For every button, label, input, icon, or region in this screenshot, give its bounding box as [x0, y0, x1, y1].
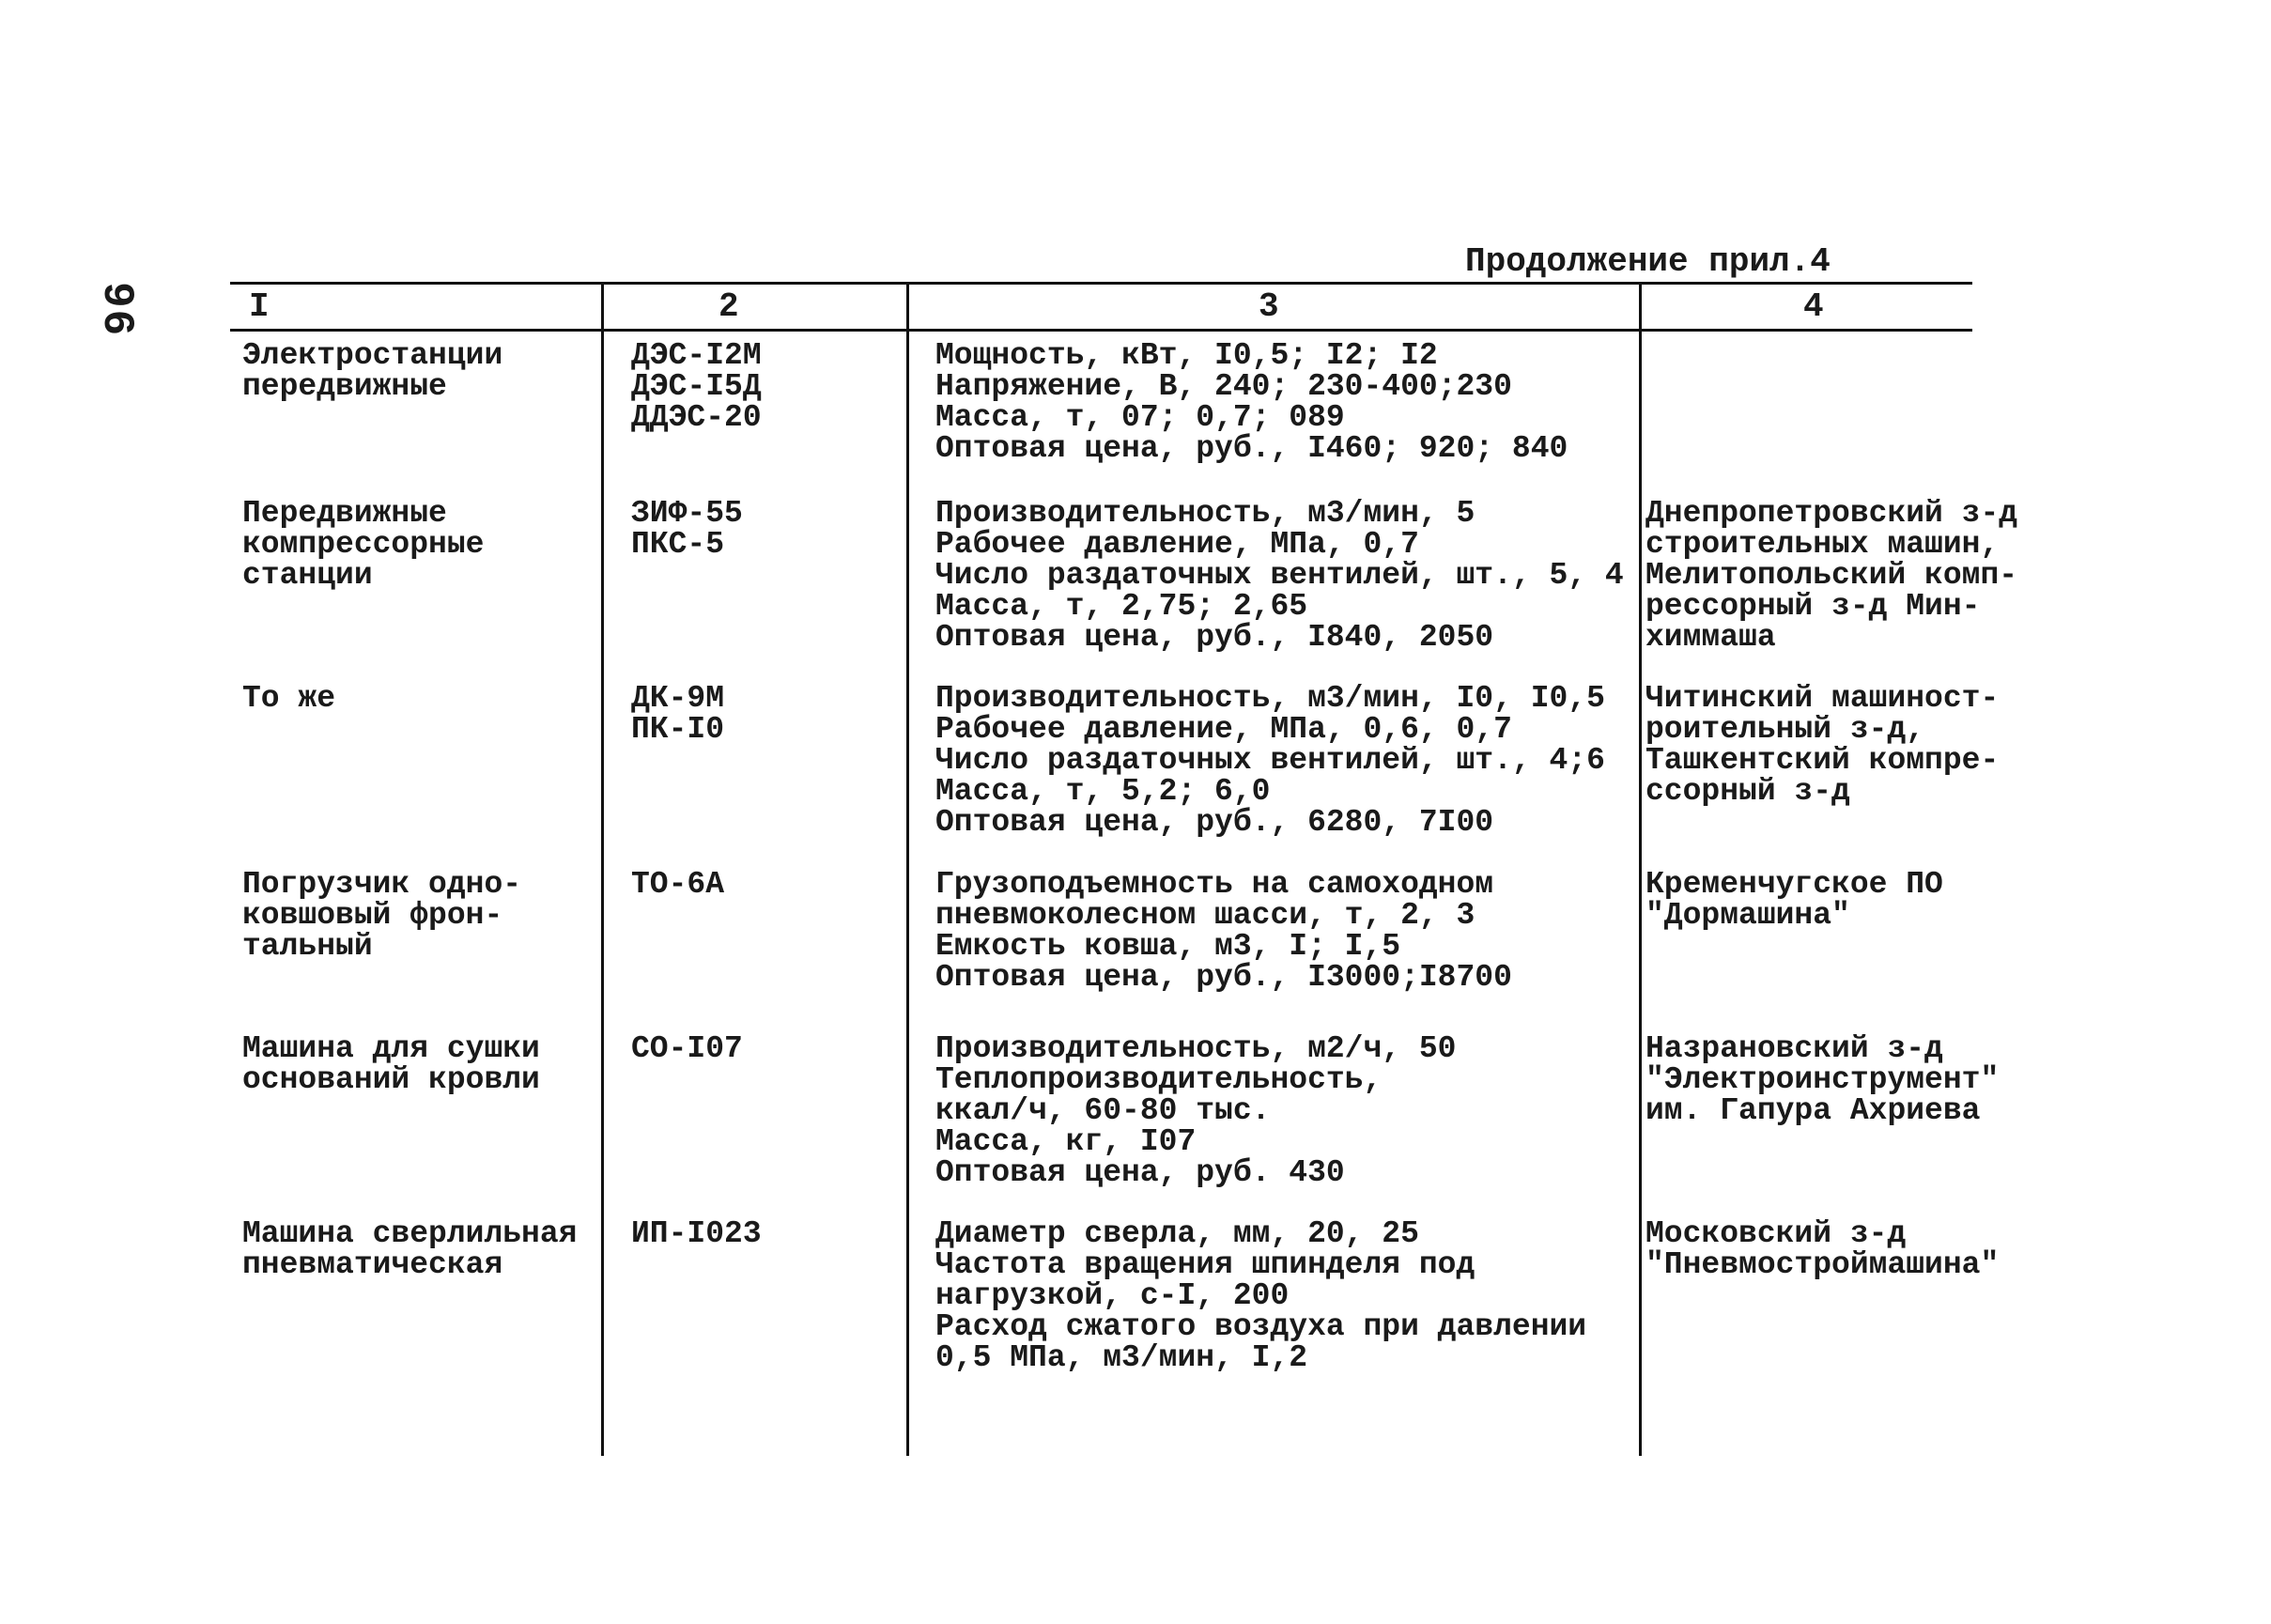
cell-specs [935, 1218, 1586, 1373]
cell-line: строительных машин, [1645, 527, 2000, 562]
table-header-rule [230, 329, 1972, 332]
cell-line: То же [242, 681, 336, 716]
cell-line: "Электроинструмент" [1645, 1062, 2000, 1097]
cell-line: Производительность, м2/ч, 50 [935, 1031, 1457, 1066]
cell-line: химмаша [1645, 620, 1776, 655]
cell-line: Мощность, кВт, I0,5; I2; I2 [935, 338, 1438, 373]
cell-line: Частота вращения шпинделя под [935, 1247, 1475, 1282]
cell-line: "Дормашина" [1645, 898, 1850, 933]
cell-line: Масса, кг, I07 [935, 1124, 1197, 1159]
cell-line: передвижные [242, 369, 447, 404]
cell-line: нагрузкой, с-I, 200 [935, 1278, 1290, 1313]
table-top-rule [230, 282, 1972, 285]
cell-line: Мелитопольский комп- [1645, 558, 2018, 593]
cell-line: СО-I07 [631, 1031, 743, 1066]
cell-models [631, 1033, 743, 1064]
cell-line: пневмоколесном шасси, т, 2, 3 [935, 898, 1475, 933]
cell-line: Оптовая цена, руб. 430 [935, 1155, 1345, 1190]
cell-line: Рабочее давление, МПа, 0,7 [935, 527, 1419, 562]
cell-line: Машина сверлильная [242, 1216, 578, 1251]
cell-models [631, 498, 743, 560]
cell-line: ккал/ч, 60-80 тыс. [935, 1093, 1271, 1128]
cell-line: Оптовая цена, руб., 6280, 7I00 [935, 805, 1494, 840]
cell-line: Диаметр сверла, мм, 20, 25 [935, 1216, 1419, 1251]
column-header-2: 2 [718, 287, 739, 326]
cell-models [631, 340, 762, 433]
cell-line: Московский з-д [1645, 1216, 1907, 1251]
cell-name [242, 1218, 577, 1280]
column-header-3: 3 [1259, 287, 1279, 326]
cell-line: ЗИФ-55 [631, 496, 743, 531]
cell-line: оснований кровли [242, 1062, 540, 1097]
cell-line: Днепропетровский з-д [1645, 496, 2018, 531]
cell-line: пневматическая [242, 1247, 503, 1282]
cell-line: им. Гапура Ахриева [1645, 1093, 1981, 1128]
cell-line: Оптовая цена, руб., I840, 2050 [935, 620, 1494, 655]
cell-line: ТО-6А [631, 867, 725, 902]
cell-line: ковшовый фрон- [242, 898, 503, 933]
cell-specs [935, 683, 1605, 838]
cell-line: Производительность, м3/мин, 5 [935, 496, 1475, 531]
cell-line: ДЭС-I5Д [631, 369, 762, 404]
cell-name [242, 683, 335, 714]
cell-line: Читинский машиност- [1645, 681, 2000, 716]
cell-line: Машина для сушки [242, 1031, 540, 1066]
cell-line: Масса, т, 5,2; 6,0 [935, 774, 1271, 809]
cell-line: Масса, т, 07; 0,7; 089 [935, 400, 1345, 435]
cell-line: Назрановский з-д [1645, 1031, 1943, 1066]
cell-line: Теплопроизводительность, [935, 1062, 1383, 1097]
cell-name [242, 1033, 540, 1095]
cell-line: ПКС-5 [631, 527, 725, 562]
cell-line: ссорный з-д [1645, 774, 1850, 809]
cell-specs [935, 340, 1568, 464]
cell-line: роительный з-д, [1645, 712, 1925, 747]
cell-specs [935, 498, 1624, 653]
cell-models [631, 683, 724, 745]
continuation-caption: Продолжение прил.4 [1465, 242, 1831, 281]
cell-line: Грузоподъемность на самоходном [935, 867, 1494, 902]
cell-line: станции [242, 558, 373, 593]
cell-line: Погрузчик одно- [242, 867, 522, 902]
cell-name [242, 869, 521, 962]
cell-line: ДК-9М [631, 681, 725, 716]
cell-line: тальный [242, 929, 373, 964]
cell-line: Рабочее давление, МПа, 0,6, 0,7 [935, 712, 1512, 747]
cell-line: Кременчугское ПО [1645, 867, 1943, 902]
cell-maker [1645, 1033, 1999, 1126]
column-divider-3 [1639, 282, 1642, 1456]
cell-line: Расход сжатого воздуха при давлении [935, 1309, 1587, 1344]
page-number: 96 [92, 282, 141, 338]
cell-line: Емкость ковша, м3, I; I,5 [935, 929, 1401, 964]
cell-maker [1645, 869, 1943, 931]
cell-line: Ташкентский компре- [1645, 743, 2000, 778]
column-divider-2 [906, 282, 909, 1456]
column-divider-1 [601, 282, 604, 1456]
cell-line: "Пневмостроймашина" [1645, 1247, 2000, 1282]
cell-line: Число раздаточных вентилей, шт., 5, 4 [935, 558, 1624, 593]
column-header-1: I [249, 287, 270, 326]
column-header-4: 4 [1803, 287, 1824, 326]
cell-specs [935, 869, 1512, 993]
cell-line: Число раздаточных вентилей, шт., 4;6 [935, 743, 1605, 778]
cell-maker [1645, 683, 1999, 807]
cell-line: компрессорные [242, 527, 485, 562]
cell-line: Оптовая цена, руб., I460; 920; 840 [935, 431, 1568, 466]
cell-line: ДЭС-I2М [631, 338, 762, 373]
cell-models [631, 1218, 762, 1249]
cell-line: Электростанции [242, 338, 503, 373]
cell-line: Производительность, м3/мин, I0, I0,5 [935, 681, 1605, 716]
cell-maker [1645, 498, 2017, 653]
cell-models [631, 869, 724, 900]
cell-name [242, 340, 502, 402]
cell-line: Напряжение, В, 240; 230-400;230 [935, 369, 1512, 404]
cell-line: 0,5 МПа, м3/мин, I,2 [935, 1340, 1308, 1375]
cell-specs [935, 1033, 1457, 1188]
cell-line: Передвижные [242, 496, 447, 531]
cell-line: Масса, т, 2,75; 2,65 [935, 589, 1308, 624]
cell-line: рессорный з-д Мин- [1645, 589, 1981, 624]
cell-maker [1645, 1218, 1999, 1280]
cell-line: Оптовая цена, руб., I3000;I8700 [935, 960, 1512, 995]
cell-line: ДДЭС-20 [631, 400, 762, 435]
cell-line: ИП-I023 [631, 1216, 762, 1251]
cell-line: ПК-I0 [631, 712, 725, 747]
cell-name [242, 498, 484, 591]
